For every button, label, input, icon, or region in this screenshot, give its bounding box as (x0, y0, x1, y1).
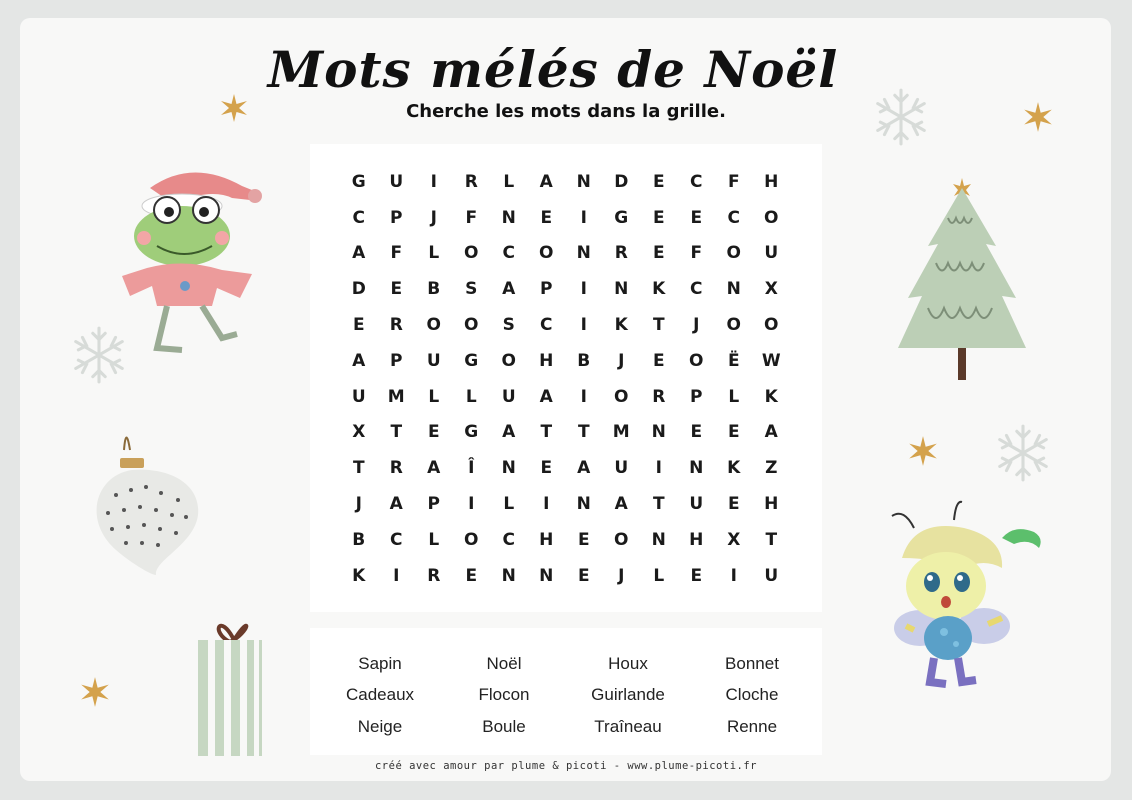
grid-cell: C (390, 529, 403, 550)
word-list-item: Cadeaux (345, 685, 415, 705)
grid-cell: E (465, 565, 478, 586)
grid-cell: O (464, 529, 479, 550)
grid-cell: P (427, 494, 440, 515)
grid-cell: G (464, 422, 479, 443)
grid-cell: X (764, 279, 778, 300)
grid-cell: F (727, 171, 740, 192)
grid-cell: A (614, 494, 628, 515)
grid-cell: Î (468, 458, 475, 479)
grid-cell: K (764, 386, 778, 407)
ornament-bauble (86, 425, 206, 580)
grid-cell: A (389, 494, 403, 515)
grid-cell: E (652, 350, 665, 371)
grid-cell: A (502, 279, 516, 300)
grid-cell: E (577, 565, 590, 586)
grid-cell: H (539, 350, 554, 371)
grid-cell: R (652, 386, 666, 407)
snowflake-icon (870, 86, 932, 148)
grid-cell: S (502, 315, 515, 336)
grid-cell: N (576, 243, 591, 264)
grid-cell: T (652, 494, 665, 515)
grid-cell: J (430, 207, 437, 228)
grid-cell: N (539, 565, 554, 586)
grid-cell: G (351, 171, 366, 192)
grid-cell: I (543, 494, 550, 515)
grid-cell: C (727, 207, 740, 228)
grid-cell: K (614, 315, 628, 336)
grid-cell: A (352, 243, 366, 264)
grid-cell: X (352, 422, 366, 443)
grid-cell: B (352, 529, 366, 550)
grid-cell: O (764, 315, 779, 336)
star-icon (218, 92, 250, 124)
grid-cell: N (614, 279, 629, 300)
grid-cell: T (352, 458, 365, 479)
grid-cell: E (652, 207, 665, 228)
grid-cell: O (464, 243, 479, 264)
grid-cell: U (426, 350, 441, 371)
grid-cell: E (352, 315, 365, 336)
page-subtitle: Cherche les mots dans la grille. (406, 101, 726, 122)
grid-cell: C (502, 243, 515, 264)
grid-cell: L (728, 386, 740, 407)
grid-cell: H (689, 529, 704, 550)
word-list-item: Traîneau (594, 716, 662, 736)
frog-with-santa-hat (112, 158, 262, 358)
grid-cell: K (652, 279, 666, 300)
grid-cell: O (764, 207, 779, 228)
grid-cell: A (577, 458, 591, 479)
grid-cell: P (540, 279, 553, 300)
grid-cell: Ë (727, 350, 740, 371)
grid-cell: J (355, 494, 362, 515)
word-list-item: Cloche (725, 685, 779, 705)
grid-cell: D (614, 171, 629, 192)
grid-cell: E (690, 565, 703, 586)
grid-cell: D (351, 279, 366, 300)
grid-cell: I (580, 386, 587, 407)
grid-cell: U (389, 171, 404, 192)
grid-cell: H (539, 529, 554, 550)
grid-cell: C (502, 529, 515, 550)
grid-cell: E (652, 243, 665, 264)
grid-cell: I (430, 171, 437, 192)
grid-cell: N (689, 458, 704, 479)
grid-cell: N (651, 529, 666, 550)
grid-cell: X (727, 529, 741, 550)
grid-cell: E (577, 529, 590, 550)
grid-cell: U (764, 565, 779, 586)
grid-cell: I (655, 458, 662, 479)
word-list-item: Noël (486, 653, 522, 673)
grid-cell: I (580, 207, 587, 228)
word-list (318, 648, 814, 743)
word-list-item: Renne (726, 716, 778, 736)
word-list-item: Neige (357, 716, 403, 736)
word-search-grid (340, 164, 790, 594)
grid-cell: E (540, 458, 553, 479)
word-list-item: Sapin (358, 653, 402, 673)
grid-cell: M (612, 422, 630, 443)
grid-cell: A (352, 350, 366, 371)
grid-cell: Z (765, 458, 778, 479)
grid-cell: U (764, 243, 779, 264)
gift-box (190, 612, 270, 760)
grid-cell: T (540, 422, 553, 443)
grid-cell: A (427, 458, 441, 479)
grid-cell: K (727, 458, 741, 479)
grid-cell: I (580, 279, 587, 300)
grid-cell: R (427, 565, 441, 586)
grid-cell: K (352, 565, 366, 586)
grid-cell: W (761, 350, 781, 371)
grid-cell: R (614, 243, 628, 264)
grid-cell: L (428, 386, 440, 407)
grid-cell: O (501, 350, 516, 371)
grid-cell: T (765, 529, 778, 550)
christmas-tree (898, 168, 1028, 383)
word-list-item: Flocon (478, 685, 530, 705)
grid-cell: F (465, 207, 478, 228)
grid-cell: O (689, 350, 704, 371)
grid-cell: L (465, 386, 477, 407)
grid-cell: C (690, 171, 703, 192)
grid-cell: H (764, 171, 779, 192)
grid-cell: F (690, 243, 703, 264)
grid-cell: E (727, 494, 740, 515)
grid-cell: O (726, 243, 741, 264)
star-icon (78, 675, 112, 709)
grid-cell: G (464, 350, 479, 371)
grid-cell: O (726, 315, 741, 336)
grid-cell: A (764, 422, 778, 443)
grid-cell: I (730, 565, 737, 586)
grid-cell: F (390, 243, 403, 264)
grid-cell: E (427, 422, 440, 443)
grid-cell: R (389, 315, 403, 336)
star-icon (906, 434, 940, 468)
star-icon (1021, 100, 1055, 134)
grid-cell: P (390, 207, 403, 228)
grid-cell: C (352, 207, 365, 228)
grid-cell: E (690, 207, 703, 228)
grid-cell: U (351, 386, 366, 407)
grid-cell: L (428, 529, 440, 550)
grid-cell: E (540, 207, 553, 228)
grid-cell: E (690, 422, 703, 443)
grid-cell: T (390, 422, 403, 443)
grid-cell: O (614, 386, 629, 407)
grid-cell: M (387, 386, 405, 407)
grid-cell: J (693, 315, 700, 336)
word-list-item: Bonnet (725, 653, 779, 673)
grid-cell: L (653, 565, 665, 586)
snowflake-icon (992, 422, 1054, 484)
grid-cell: R (389, 458, 403, 479)
grid-cell: L (503, 171, 515, 192)
grid-cell: U (614, 458, 629, 479)
grid-cell: N (726, 279, 741, 300)
grid-cell: B (577, 350, 591, 371)
grid-cell: U (501, 386, 516, 407)
word-list-item: Boule (482, 716, 526, 736)
grid-cell: N (651, 422, 666, 443)
grid-cell: I (468, 494, 475, 515)
grid-cell: I (580, 315, 587, 336)
grid-cell: L (503, 494, 515, 515)
grid-cell: J (618, 565, 625, 586)
grid-cell: I (393, 565, 400, 586)
grid-cell: P (690, 386, 703, 407)
grid-cell: U (689, 494, 704, 515)
grid-cell: T (652, 315, 665, 336)
grid-cell: O (464, 315, 479, 336)
grid-cell: C (690, 279, 703, 300)
grid-cell: N (501, 207, 516, 228)
word-list-item: Houx (608, 653, 648, 673)
grid-cell: E (390, 279, 403, 300)
grid-cell: L (428, 243, 440, 264)
grid-cell: O (539, 243, 554, 264)
grid-cell: S (465, 279, 478, 300)
grid-cell: E (727, 422, 740, 443)
grid-cell: N (576, 494, 591, 515)
grid-cell: H (764, 494, 779, 515)
grid-cell: N (501, 565, 516, 586)
grid-cell: A (539, 171, 553, 192)
grid-cell: A (539, 386, 553, 407)
grid-cell: O (614, 529, 629, 550)
grid-cell: C (540, 315, 553, 336)
bee-fairy (884, 498, 1049, 693)
grid-cell: B (427, 279, 441, 300)
word-list-item: Guirlande (591, 685, 665, 705)
grid-cell: T (577, 422, 590, 443)
grid-cell: E (652, 171, 665, 192)
credit-footer: créé avec amour par plume & picoti - www.plume-picoti.fr (374, 760, 757, 772)
grid-cell: G (614, 207, 629, 228)
grid-cell: O (426, 315, 441, 336)
page-title: Mots mélés de Noël (267, 40, 839, 99)
snowflake-icon (68, 324, 130, 386)
grid-cell: A (502, 422, 516, 443)
grid-cell: N (576, 171, 591, 192)
grid-cell: J (618, 350, 625, 371)
grid-cell: P (390, 350, 403, 371)
grid-cell: R (464, 171, 478, 192)
grid-cell: N (501, 458, 516, 479)
